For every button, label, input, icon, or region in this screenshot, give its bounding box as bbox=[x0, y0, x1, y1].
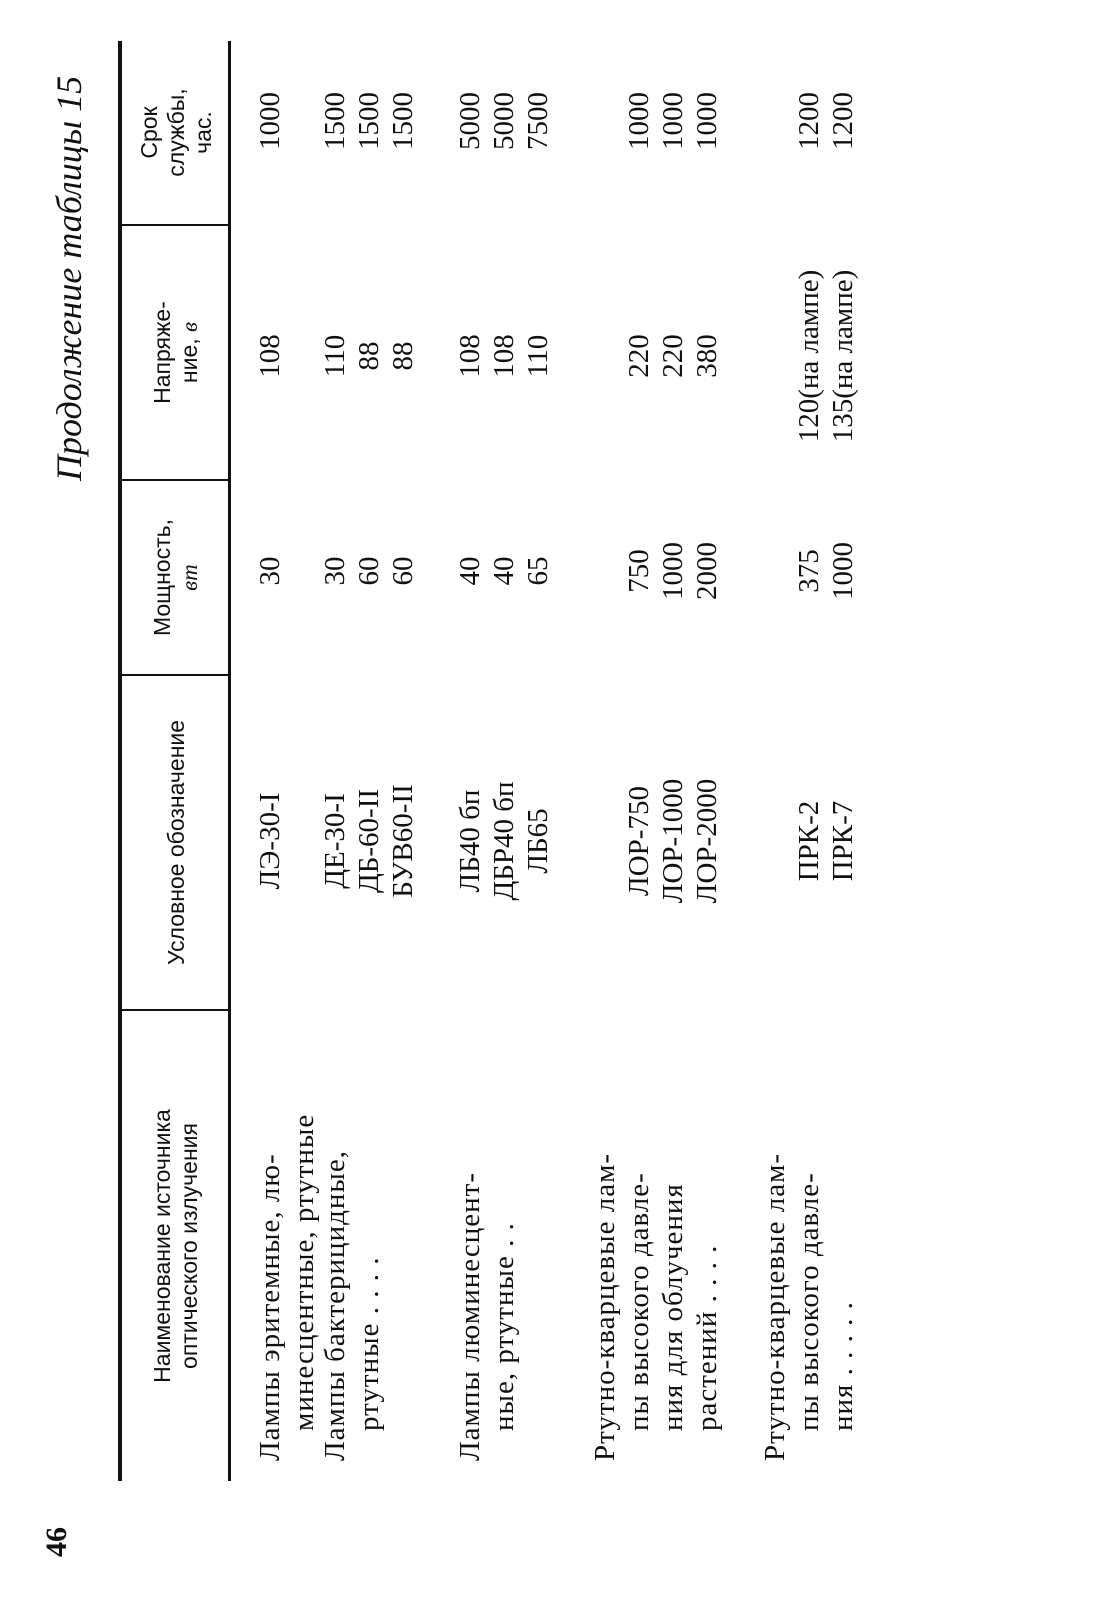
lifetime-cell-value bbox=[588, 51, 622, 191]
power-cell-value: 60 bbox=[387, 556, 419, 586]
designation-cell bbox=[758, 691, 860, 991]
header-bottom-rule bbox=[228, 41, 231, 1481]
source-name-line: Лампы эритемные, лю- bbox=[254, 1153, 286, 1461]
header-voltage bbox=[126, 226, 226, 479]
power-cell-value: 60 bbox=[353, 556, 385, 586]
lifetime-cell bbox=[253, 51, 287, 191]
designation-cell-value bbox=[588, 691, 622, 991]
power-cell bbox=[253, 481, 287, 661]
lifetime-cell-value: 1000 bbox=[691, 92, 723, 150]
source-name bbox=[253, 1031, 321, 1461]
designation-cell-value: ДБ-60-II bbox=[353, 788, 385, 894]
source-name bbox=[758, 1031, 860, 1461]
voltage-cell bbox=[453, 241, 555, 471]
lifetime-cell bbox=[588, 51, 724, 191]
power-cell-value: 30 bbox=[319, 556, 351, 586]
lifetime-cell-value: 1500 bbox=[353, 92, 385, 150]
source-name-line: Лампы люминесцент- bbox=[454, 1172, 486, 1461]
header-power bbox=[126, 481, 226, 674]
table-top-rule bbox=[118, 41, 122, 1481]
lifetime-cell-value: 7500 bbox=[522, 92, 554, 150]
power-cell-value: 65 bbox=[522, 556, 554, 586]
lifetime-cell-value: 1500 bbox=[319, 92, 351, 150]
voltage-cell bbox=[253, 241, 287, 471]
power-cell-value bbox=[758, 481, 792, 661]
power-cell-value: 2000 bbox=[691, 542, 723, 600]
lifetime-cell bbox=[453, 51, 555, 191]
power-cell-value: 40 bbox=[488, 556, 520, 586]
lifetime-cell-value: 5000 bbox=[454, 92, 486, 150]
voltage-cell-value bbox=[758, 241, 792, 471]
designation-cell-value: ЛОР-2000 bbox=[691, 778, 723, 904]
source-name-line: Ртутно-кварцевые лам- bbox=[589, 1152, 621, 1461]
source-name-line: ния для облучения bbox=[657, 1183, 689, 1431]
voltage-cell-value: 110 bbox=[522, 334, 554, 378]
source-name bbox=[453, 1031, 521, 1461]
power-cell bbox=[453, 481, 555, 661]
header-lifetime: Срок службы, час. bbox=[135, 88, 216, 177]
source-name-line: минесцентные, ртутные bbox=[288, 1113, 320, 1431]
lifetime-cell-value bbox=[758, 51, 792, 191]
power-cell-value: 375 bbox=[793, 549, 825, 593]
lifetime-cell bbox=[758, 51, 860, 191]
lifetime-cell-value: 1000 bbox=[254, 92, 286, 150]
table-continuation-caption: Продолжение таблицы 15 bbox=[49, 75, 89, 481]
lifetime-cell-value: 1000 bbox=[623, 92, 655, 150]
power-cell-value bbox=[588, 481, 622, 661]
voltage-cell-value: 110 bbox=[319, 334, 351, 378]
designation-cell bbox=[318, 691, 420, 991]
header-code: Условное обозначение bbox=[162, 719, 189, 966]
source-name-line: ные, ртутные . . bbox=[488, 1222, 520, 1431]
voltage-cell-value bbox=[588, 241, 622, 471]
voltage-cell bbox=[758, 241, 860, 471]
voltage-cell-value: 108 bbox=[488, 334, 520, 378]
lifetime-cell-value: 1200 bbox=[827, 92, 859, 150]
voltage-cell-value: 88 bbox=[387, 341, 419, 371]
header-voltage-label: Напряже- ние, bbox=[149, 301, 202, 404]
lifetime-cell-value: 1000 bbox=[657, 92, 689, 150]
power-cell-value: 750 bbox=[623, 549, 655, 593]
data-table bbox=[118, 41, 978, 1481]
designation-cell bbox=[253, 691, 287, 991]
designation-cell-value: ДЕ-30-I bbox=[319, 793, 351, 889]
power-cell-value: 40 bbox=[454, 556, 486, 586]
designation-cell-value: ЛБ40 бп bbox=[454, 789, 486, 893]
voltage-cell-value: 108 bbox=[254, 334, 286, 378]
source-name bbox=[318, 1031, 386, 1461]
designation-cell-value: ЛОР-750 bbox=[623, 786, 655, 896]
voltage-cell-value: 220 bbox=[657, 334, 689, 378]
designation-cell bbox=[453, 691, 555, 991]
voltage-cell-value: 380 bbox=[691, 334, 723, 378]
source-name-line: пы высокого давле- bbox=[623, 1172, 655, 1431]
page-number: 46 bbox=[40, 1527, 73, 1557]
voltage-cell-value: 135(на лампе) bbox=[827, 269, 859, 443]
source-name-line: пы высокого давле- bbox=[793, 1172, 825, 1431]
source-name-line: растений . . . . bbox=[691, 1244, 723, 1431]
power-cell bbox=[318, 481, 420, 661]
source-name-line: ртутные . . . . bbox=[353, 1256, 385, 1431]
voltage-cell bbox=[588, 241, 724, 471]
designation-cell-value bbox=[758, 691, 792, 991]
header-power-unit: вт bbox=[177, 564, 202, 591]
designation-cell-value: БУВ60-II bbox=[387, 784, 419, 898]
designation-cell-value: ПРК-2 bbox=[793, 800, 825, 882]
power-cell bbox=[588, 481, 724, 661]
source-name bbox=[588, 1031, 724, 1461]
power-cell-value: 1000 bbox=[827, 542, 859, 600]
power-cell-value: 30 bbox=[254, 556, 286, 586]
designation-cell-value: ЛБ65 bbox=[522, 808, 554, 874]
voltage-cell-value: 88 bbox=[353, 341, 385, 371]
source-name-line: Ртутно-кварцевые лам- bbox=[759, 1152, 791, 1461]
header-power-label: Мощность, bbox=[149, 518, 175, 637]
header-voltage-unit: в bbox=[177, 321, 202, 332]
lifetime-cell bbox=[318, 51, 420, 191]
designation-cell-value: ЛЭ-30-I bbox=[254, 792, 286, 890]
lifetime-cell-value: 5000 bbox=[488, 92, 520, 150]
designation-cell-value: ПРК-7 bbox=[827, 800, 859, 882]
lifetime-cell-value: 1500 bbox=[387, 92, 419, 150]
power-cell bbox=[758, 481, 860, 661]
designation-cell-value: ЛОР-1000 bbox=[657, 778, 689, 904]
source-name-line: Лампы бактерицидные, bbox=[319, 1150, 351, 1461]
voltage-cell-value: 120(на лампе) bbox=[793, 269, 825, 443]
source-name-line: ния . . . . . bbox=[827, 1301, 859, 1431]
header-name: Наименование источника оптического излучения bbox=[149, 1109, 202, 1383]
voltage-cell-value: 108 bbox=[454, 334, 486, 378]
lifetime-cell-value: 1200 bbox=[793, 92, 825, 150]
voltage-cell bbox=[318, 241, 420, 471]
power-cell-value: 1000 bbox=[657, 542, 689, 600]
designation-cell bbox=[588, 691, 724, 991]
designation-cell-value: ДБР40 бп bbox=[488, 781, 520, 901]
voltage-cell-value: 220 bbox=[623, 334, 655, 378]
